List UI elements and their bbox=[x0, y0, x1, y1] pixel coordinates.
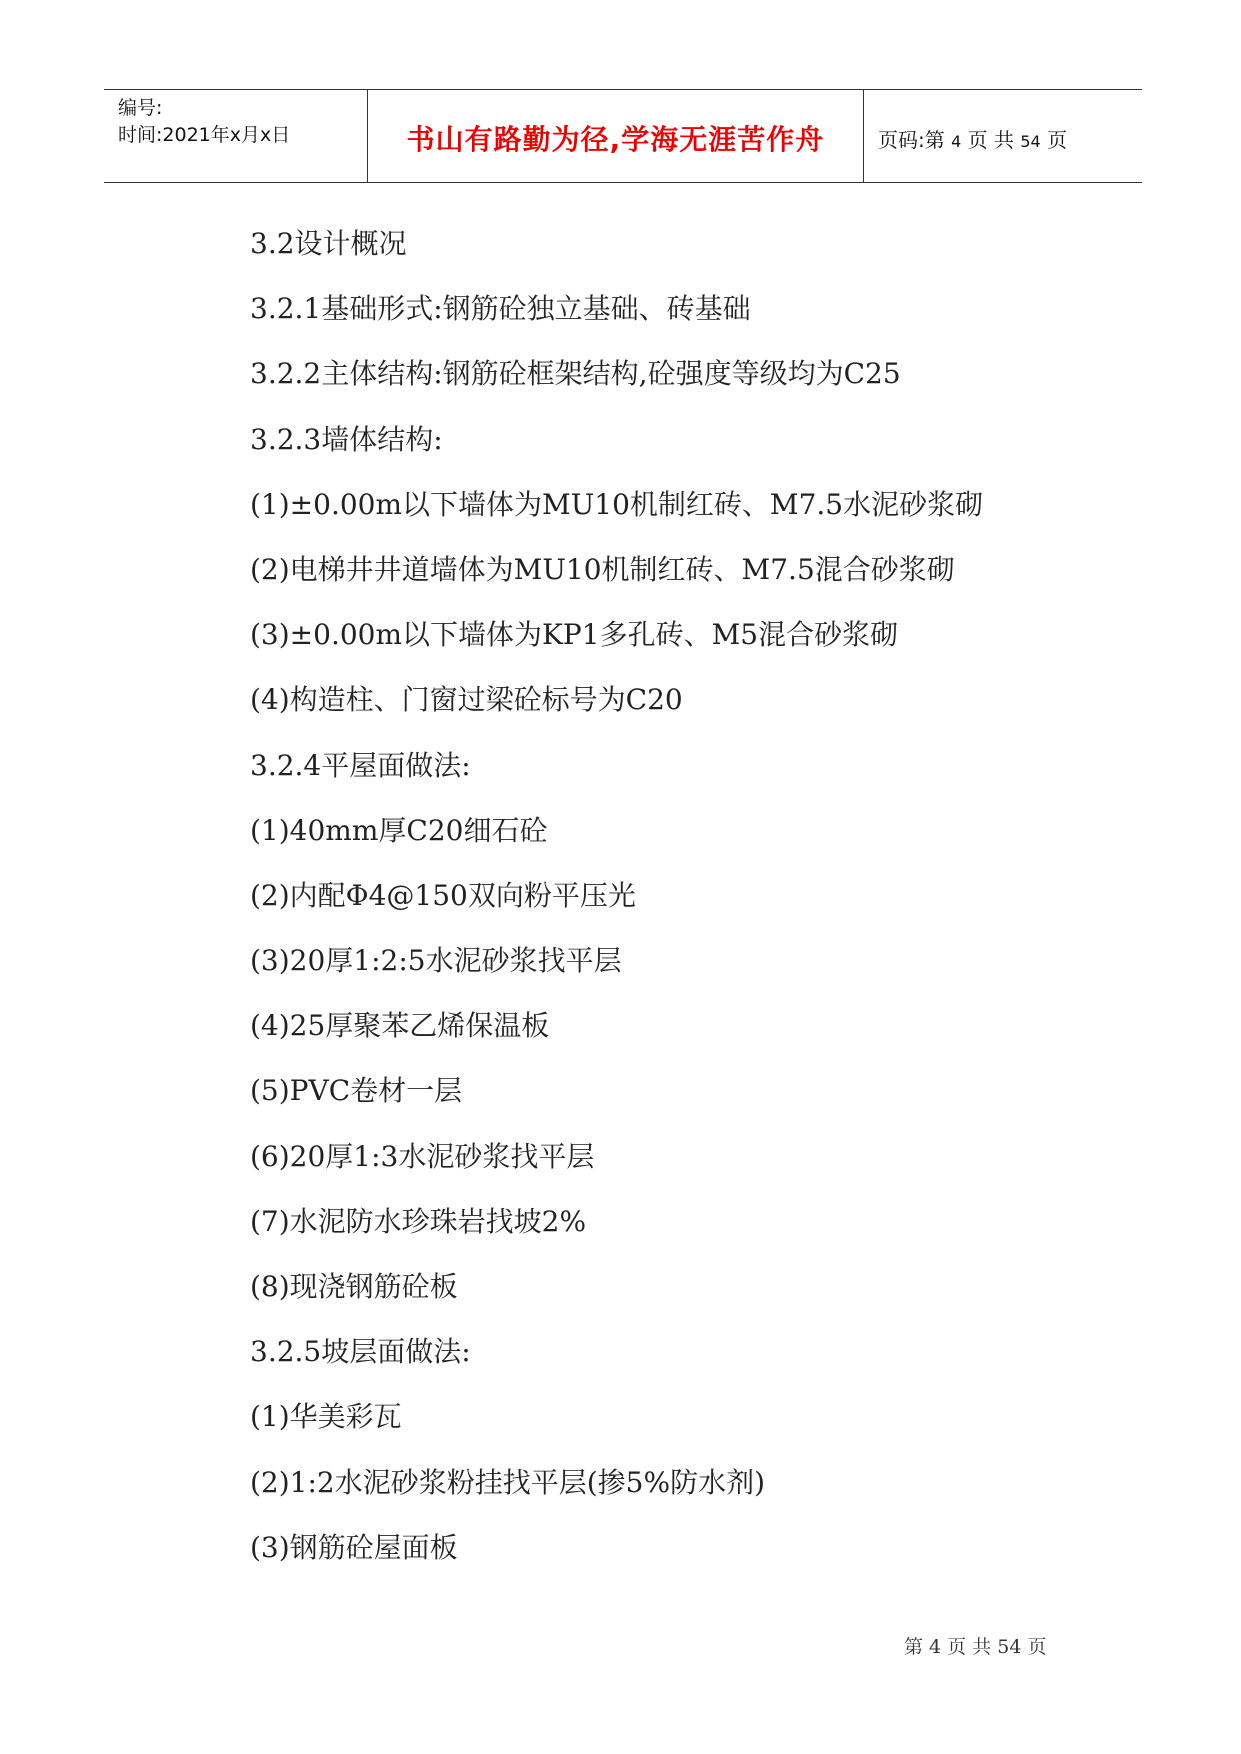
paragraph-line: 3.2.3墙体结构: bbox=[250, 422, 443, 456]
list-item: (3)±0.00m以下墙体为KP1多孔砖、M5混合砂浆砌 bbox=[250, 618, 899, 652]
header-motto: 书山有路勤为径,学海无涯苦作舟 bbox=[406, 122, 825, 156]
list-item: (8)现浇钢筋砼板 bbox=[250, 1270, 458, 1303]
page-total: 54 bbox=[1020, 132, 1041, 151]
page-middle: 页 共 bbox=[967, 128, 1015, 152]
list-item: (2)电梯井井道墙体为MU10机制红砖、M7.5混合砂浆砌 bbox=[250, 552, 955, 586]
header-motto-cell bbox=[368, 90, 864, 182]
document-body bbox=[250, 222, 1110, 1591]
list-item: (4)25厚聚苯乙烯保温板 bbox=[250, 1009, 550, 1043]
list-item: (4)构造柱、门窗过梁砼标号为C20 bbox=[250, 683, 683, 717]
header-page-number bbox=[878, 124, 1067, 153]
paragraph-line: 3.2.4平屋面做法: bbox=[250, 748, 471, 782]
page-current: 4 bbox=[951, 132, 962, 151]
list-item: (2)1:2水泥砂浆粉挂找平层(掺5%防水剂) bbox=[250, 1465, 765, 1499]
header-page-cell bbox=[864, 90, 1142, 182]
page-footer: 第 4 页 共 54 页 bbox=[904, 1636, 1047, 1658]
page-prefix: 页码:第 bbox=[878, 128, 945, 152]
time-label: 时间:2021年x月x日 bbox=[118, 124, 291, 146]
list-item: (6)20厚1:3水泥砂浆找平层 bbox=[250, 1139, 595, 1173]
list-item: (5)PVC卷材一层 bbox=[250, 1074, 463, 1108]
list-item: (3)20厚1:2:5水泥砂浆找平层 bbox=[250, 944, 622, 978]
paragraph-line: 3.2.2主体结构:钢筋砼框架结构,砼强度等级均为C25 bbox=[250, 357, 901, 391]
list-item: (3)钢筋砼屋面板 bbox=[250, 1530, 458, 1564]
section-heading: 3.2设计概况 bbox=[250, 227, 407, 260]
header-table bbox=[104, 89, 1142, 183]
list-item: (7)水泥防水珍珠岩找坡2% bbox=[250, 1204, 587, 1238]
page-suffix: 页 bbox=[1047, 128, 1068, 152]
list-item: (1)±0.00m以下墙体为MU10机制红砖、M7.5水泥砂浆砌 bbox=[250, 487, 984, 521]
paragraph-line: 3.2.1基础形式:钢筋砼独立基础、砖基础 bbox=[250, 292, 751, 326]
paragraph-line: 3.2.5坡层面做法: bbox=[250, 1335, 471, 1369]
header-info-cell bbox=[104, 90, 368, 182]
list-item: (1)华美彩瓦 bbox=[250, 1400, 402, 1434]
list-item: (2)内配Φ4@150双向粉平压光 bbox=[250, 878, 636, 912]
serial-label: 编号: bbox=[118, 97, 163, 119]
list-item: (1)40mm厚C20细石砼 bbox=[250, 813, 548, 847]
